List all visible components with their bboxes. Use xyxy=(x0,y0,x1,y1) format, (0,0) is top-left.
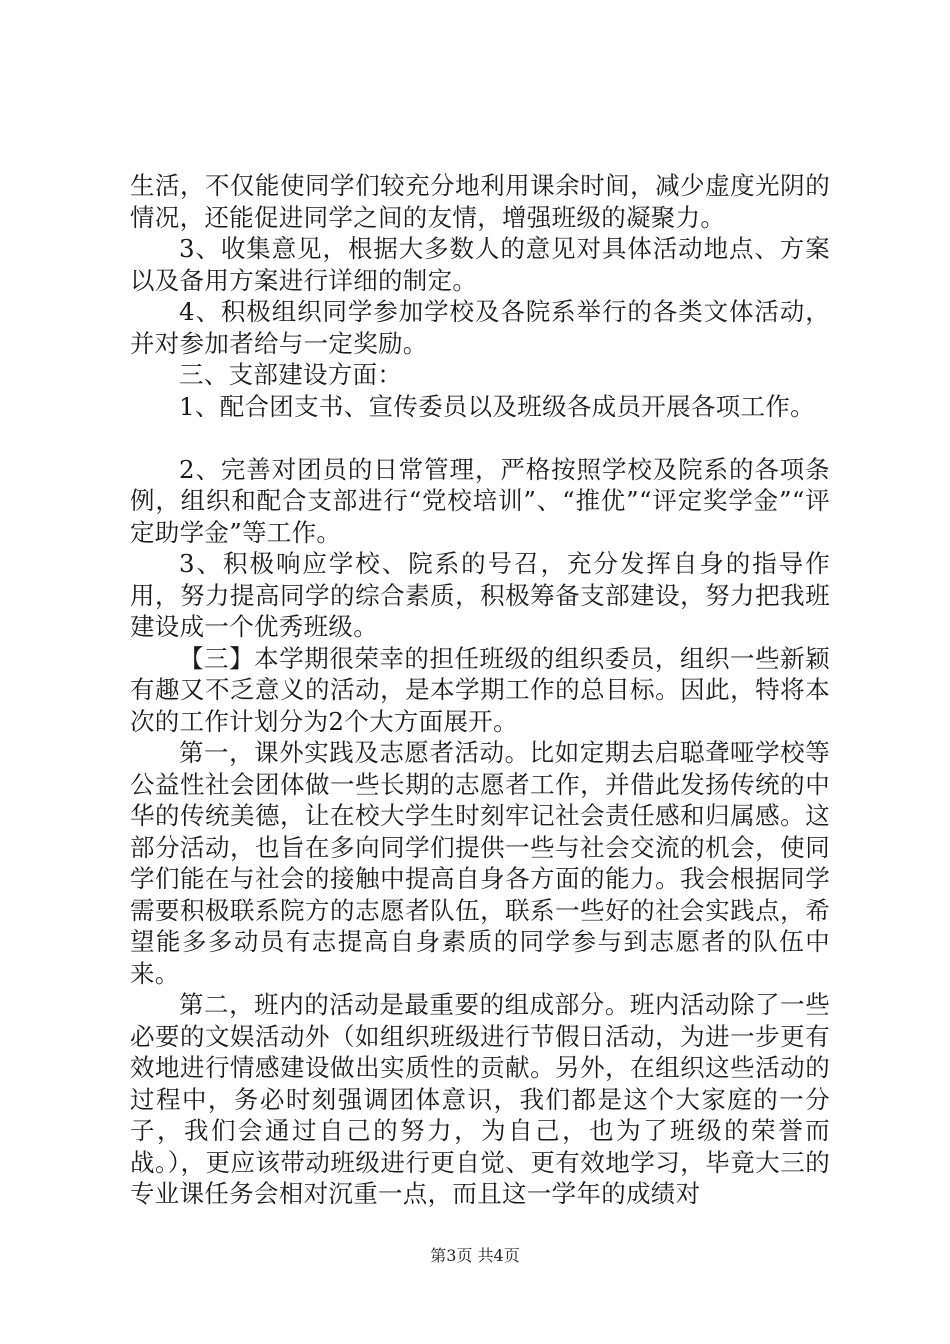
paragraph-branch-item-2: 2、完善对团员的日常管理，严格按照学校及院系的各项条例，组织和配合支部进行“党校培训”、“推优”“评定奖学金”“评定助学金”等工作。 xyxy=(130,454,830,547)
paragraph-branch-item-1: 1、配合团支书、宣传委员以及班级各成员开展各项工作。 xyxy=(179,391,815,421)
section-heading-branch-building: 三、支部建设方面： xyxy=(179,360,403,389)
paragraph-item-3-collect-opinions: 3、收集意见，根据大多数人的意见对具体活动地点、方案以及备用方案进行详细的制定。 xyxy=(130,234,830,295)
paragraph-continuation: 生活，不仅能使同学们较充分地利用课余时间，减少虚度光阴的情况，还能促进同学之间的友情，增强班级的凝聚力。 xyxy=(130,171,830,232)
paragraph-item-4-organize-activities: 4、积极组织同学参加学校及各院系举行的各类文体活动，并对参加者给与一定奖励。 xyxy=(130,297,830,358)
blank-line xyxy=(130,422,830,454)
paragraph-section-three-intro: 【三】本学期很荣幸的担任班级的组织委员，组织一些新颖有趣又不乏意义的活动，是本学期工作的总目标。因此，特将本次的工作计划分为2个大方面展开。 xyxy=(130,643,830,736)
document-body xyxy=(130,170,830,1210)
page-footer: 第3页 共4页 xyxy=(430,1246,520,1265)
paragraph-second-class-activities: 第二，班内的活动是最重要的组成部分。班内活动除了一些必要的文娱活动外（如组织班级进行节假日活动，为进一步更有效地进行情感建设做出实质性的贡献。另外，在组织这些活动的过程中，务必时刻强调团体意识，我们都是这个大家庭的一分子，我们会通过自己的努力，为自己，也为了班级的荣誉而战。），更应该带动班级进行更自觉、更有效地学习，毕竟大三的专业课任务会相对沉重一点，而且这一学年的成绩对 xyxy=(130,990,830,1208)
paragraph-first-volunteer: 第一，课外实践及志愿者活动。比如定期去启聪聋哑学校等公益性社会团体做一些长期的志愿者工作，并借此发扬传统的中华的传统美德，让在校大学生时刻牢记社会责任感和归属感。这部分活动，也旨在多向同学们提供一些与社会交流的机会，使同学们能在与社会的接触中提高自身各方面的能力。我会根据同学需要积极联系院方的志愿者队伍，联系一些好的社会实践点，希望能多多动员有志提高自身素质的同学参与到志愿者的队伍中来。 xyxy=(130,738,830,988)
paragraph-branch-item-3: 3、积极响应学校、院系的号召，充分发挥自身的指导作用，努力提高同学的综合素质，积极筹备支部建设，努力把我班建设成一个优秀班级。 xyxy=(130,549,830,641)
